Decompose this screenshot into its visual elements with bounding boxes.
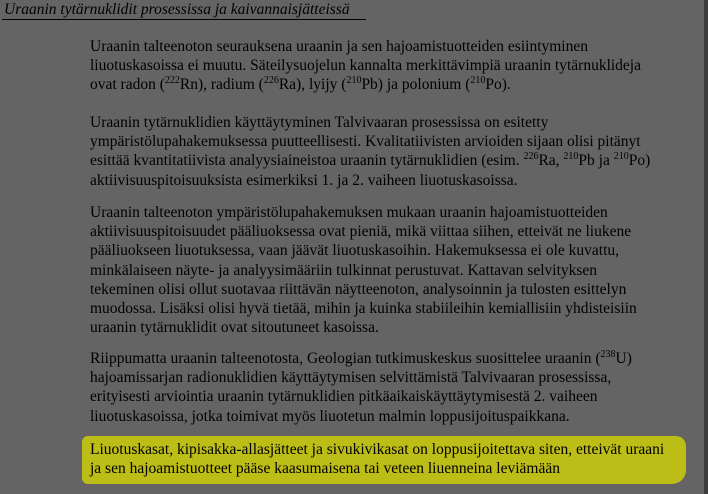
- paragraph-2: [90, 113, 690, 190]
- mass-number: 210: [563, 151, 579, 163]
- mass-number: 226: [523, 151, 539, 163]
- paragraph-line: ympäristölupahakemuksessa puutteellisesti. Kvalitatiivisten arvioiden sijaan olisi pitänyt: [90, 133, 641, 151]
- paragraph-1: [90, 37, 690, 95]
- paragraph-line: minkälaiseen näyte- ja analyysimääriin tulkinnat perustuvat. Kattavan selvityksen: [90, 261, 598, 279]
- paragraph-line: uraanin tytärnuklidit ovat sitoutuneet kasoissa.: [90, 319, 379, 337]
- mass-number: 238: [600, 349, 616, 360]
- heading-underline: [2, 19, 366, 20]
- paragraph-line: muodossa. Lisäksi olisi hyvä tietää, mihin ja kuinka stabiileihin kemiallisiin yhdisteisiin: [90, 300, 637, 318]
- paragraph-line: hajoamissarjan radionuklidien käyttäytymisen selvittämistä Talvivaaran prosessissa,: [90, 369, 612, 387]
- paragraph-line: liuotuskasoissa ei muutu. Säteilysuojelun kannalta merkittävimpiä uraanin tytärnuklideja: [90, 57, 641, 75]
- paragraph-line: tekeminen olisi ollut suotavaa riittävän näytteenoton, analysoinnin ja tulosten esittelyn: [90, 280, 627, 298]
- paragraph-4: [90, 349, 690, 426]
- paragraph-line: Liuotuskasat, kipisakka-allasjätteet ja sivukivikasat on loppusijoitettava siten, etteivät uraani: [90, 441, 665, 458]
- paragraph-line: ovat radon ($^{222}$Rn), radium ($^{226}$Ra), lyijy ($^{210}$Pb) ja polonium ($^{210}$Po).: [90, 75, 511, 94]
- page-edge: [704, 0, 708, 494]
- paragraph-line: pääliuokseen liuotuksessa, vaan jäävät liuotuskasoihin. Hakemuksessa ei ole kuvattu,: [90, 242, 620, 260]
- paragraph-line: aktiivisuuspitoisuuksista esimerkiksi 1. ja 2. vaiheen liuotuskasoissa.: [90, 171, 518, 189]
- paragraph-line: Riippumatta uraanin talteenotosta, Geologian tutkimuskeskus suosittelee uraanin ($^{238}$U): [90, 349, 632, 367]
- section-heading: Uraanin tytärnuklidit prosessissa ja kaivannaisjätteissä: [4, 1, 350, 18]
- mass-number: 210: [613, 151, 629, 163]
- paragraph-line: esittää kvantitatiivista analyysiaineistoa uraanin tytärnuklidien (esim. $^{226}$Ra, $^{210}$Pb ja $^{210}$Po): [90, 151, 651, 170]
- paragraph-line: liuotuskasoissa, jotka toimivat myös liuotetun malmin loppusijoituspaikkana.: [90, 407, 570, 425]
- paragraph-5-highlighted: [90, 440, 690, 478]
- paragraph-line: Uraanin talteenoton ympäristölupahakemuksen mukaan uraanin hajoamistuotteiden: [90, 204, 608, 221]
- paragraph-3: [90, 203, 690, 337]
- paragraph-line: ja sen hajoamistuotteet pääse kaasumaisena tai veteen liuenneina leviämään: [90, 460, 560, 478]
- mass-number: 210: [346, 75, 362, 87]
- mass-number: 226: [263, 75, 279, 87]
- paragraph-line: Uraanin tytärnuklidien käyttäytyminen Talvivaaran prosessissa on esitetty: [90, 114, 549, 131]
- paragraph-line: erityisesti arviointia uraanin tytärnuklidien pitkäaikaiskäyttäytymisestä 2. vaiheen: [90, 388, 598, 406]
- paragraph-line: aktiivisuuspitoisuudet pääliuoksessa ovat pieniä, mikä viittaa siihen, etteivät ne liukene: [90, 223, 632, 241]
- paragraph-line: Uraanin talteenoton seurauksena uraanin ja sen hajoamistuotteiden esiintyminen: [90, 38, 588, 55]
- mass-number: 222: [164, 75, 180, 87]
- mass-number: 210: [470, 75, 486, 87]
